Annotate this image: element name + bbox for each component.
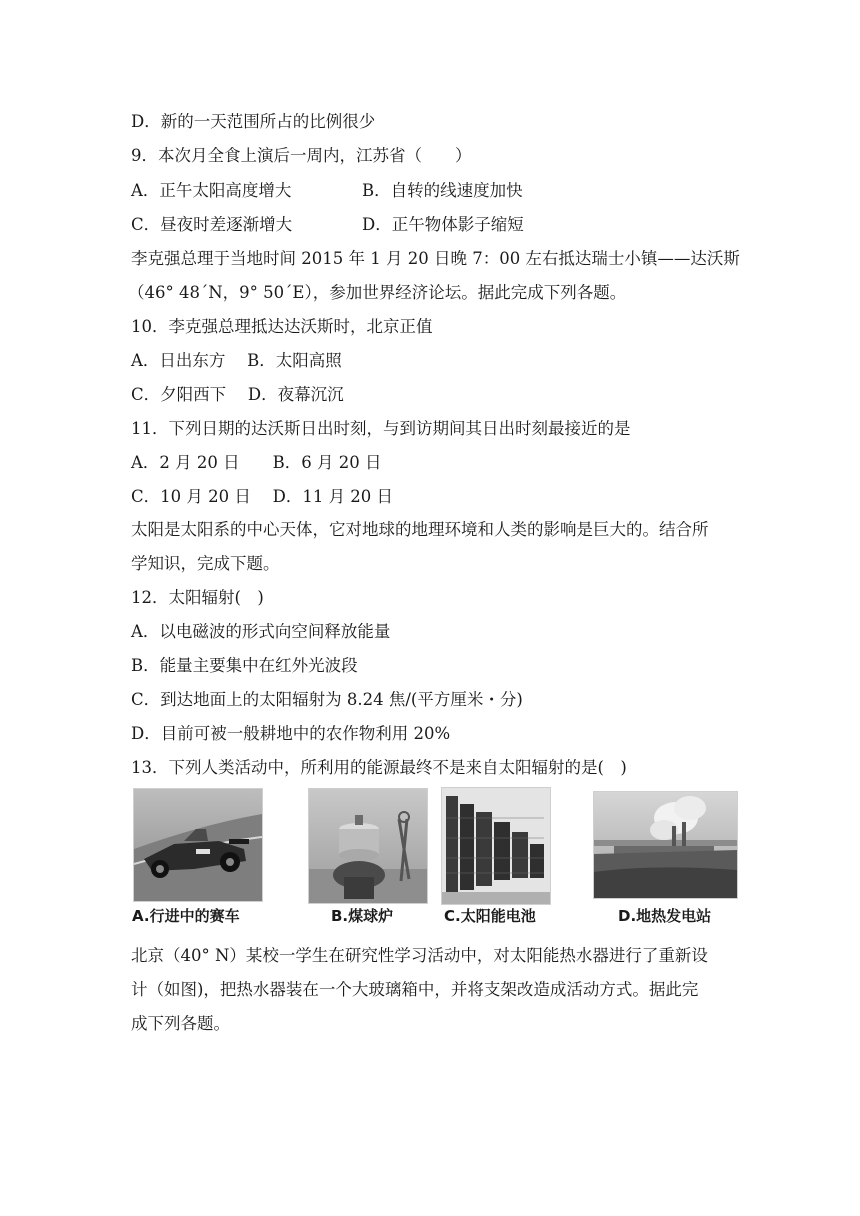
- q11-stem: 11．下列日期的达沃斯日出时刻，与到访期间其日出时刻最接近的是: [131, 419, 631, 438]
- q10-stem: 10．李克强总理抵达达沃斯时，北京正值: [131, 317, 433, 336]
- q10-options-cd: C．夕阳西下 D．夜幕沉沉: [131, 385, 344, 404]
- q11-options-ab: A．2 月 20 日 B．6 月 20 日: [131, 453, 382, 472]
- caption-coal-stove: B.煤球炉: [331, 907, 394, 925]
- q13-stem: 13．下列人类活动中，所利用的能源最终不是来自太阳辐射的是( ): [131, 758, 627, 777]
- q12-option-b: B．能量主要集中在红外光波段: [131, 656, 358, 675]
- caption-geothermal: D.地热发电站: [618, 907, 712, 925]
- solar-panel-photo: [441, 787, 551, 905]
- q9-option-d: D．正午物体影子缩短: [362, 215, 524, 234]
- q12-option-a: A．以电磁波的形式向空间释放能量: [131, 622, 391, 641]
- q11-options-cd: C．10 月 20 日 D．11 月 20 日: [131, 487, 394, 506]
- q12-option-d: D．目前可被一般耕地中的农作物利用 20%: [131, 724, 451, 743]
- passage-davos-line1: 李克强总理于当地时间 2015 年 1 月 20 日晚 7：00 左右抵达瑞士小镇——达沃斯: [131, 249, 740, 268]
- q9-option-c: C．昼夜时差逐渐增大: [131, 215, 293, 234]
- caption-race-car: A.行进中的赛车: [132, 907, 240, 925]
- passage-beijing-line2: 计（如图)，把热水器装在一个大玻璃箱中，并将支架改造成活动方式。据此完: [131, 980, 699, 999]
- geothermal-station-photo: [593, 791, 738, 899]
- passage-sun-line1: 太阳是太阳系的中心天体，它对地球的地理环境和人类的影响是巨大的。结合所: [131, 520, 709, 539]
- passage-davos-line2: （46° 48´N，9° 50´E），参加世界经济论坛。据此完成下列各题。: [128, 283, 627, 302]
- q9-option-b: B．自转的线速度加快: [362, 181, 523, 200]
- caption-solar-cell: C.太阳能电池: [444, 907, 536, 925]
- q8-option-d: D．新的一天范围所占的比例很少: [131, 112, 376, 131]
- passage-beijing-line3: 成下列各题。: [131, 1014, 230, 1033]
- q12-option-c: C．到达地面上的太阳辐射为 8.24 焦/(平方厘米・分): [131, 690, 523, 709]
- coal-stove-photo: [308, 788, 428, 904]
- q10-options-ab: A．日出东方 B．太阳高照: [131, 351, 342, 370]
- passage-sun-line2: 学知识，完成下题。: [131, 554, 280, 573]
- q9-option-a: A．正午太阳高度增大: [131, 181, 292, 200]
- race-car-photo: [133, 788, 263, 902]
- passage-beijing-line1: 北京（40° N）某校一学生在研究性学习活动中，对太阳能热水器进行了重新设: [131, 946, 708, 965]
- q9-stem: 9．本次月全食上演后一周内，江苏省（ ）: [131, 146, 472, 165]
- q12-stem: 12．太阳辐射( ): [131, 588, 264, 607]
